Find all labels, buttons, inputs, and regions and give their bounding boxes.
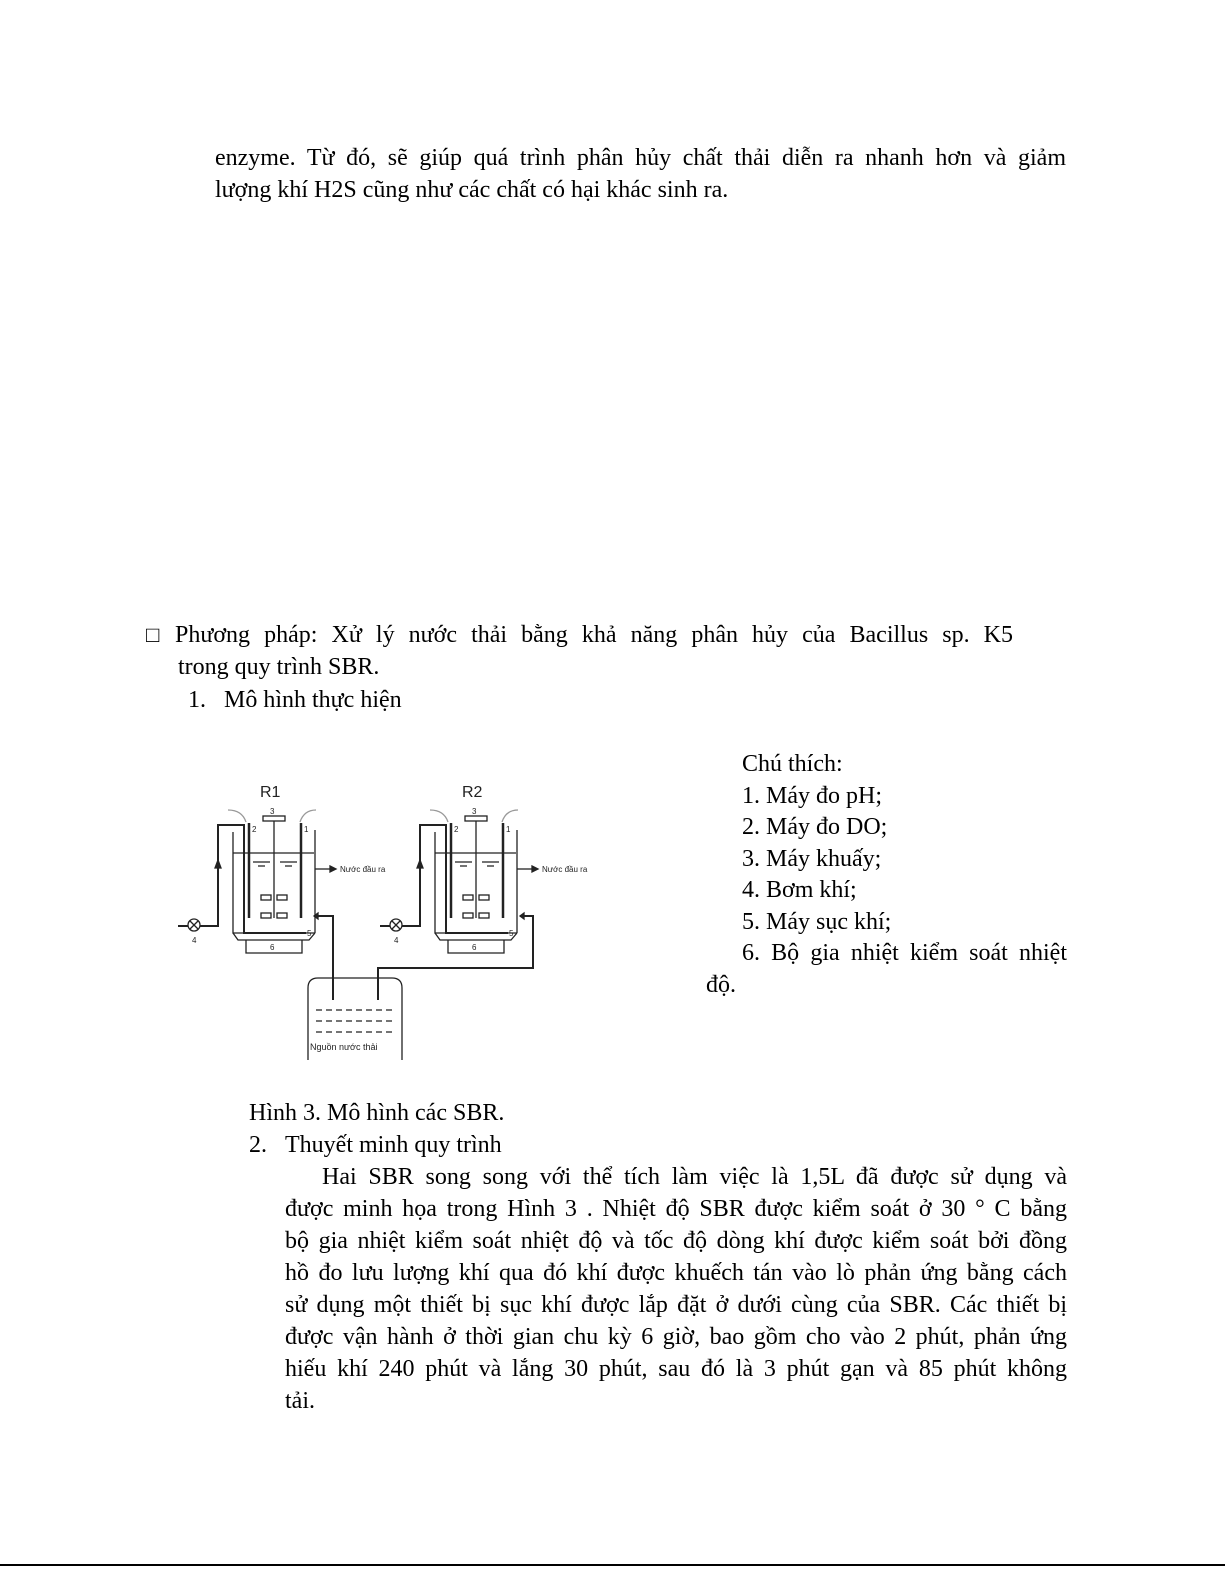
method-line: trong quy trình SBR.: [178, 654, 380, 680]
legend-item: 4. Bơm khí;: [742, 877, 857, 903]
svg-text:6: 6: [270, 943, 275, 952]
legend-item: 5. Máy sục khí;: [742, 909, 892, 935]
legend-item: 2. Máy đo DO;: [742, 814, 888, 840]
paragraph-line: bộ gia nhiệt kiểm soát nhiệt độ và tốc độ dòng khí được kiểm soát bởi đồng: [285, 1228, 1067, 1254]
svg-text:5: 5: [509, 929, 514, 938]
paragraph-line: tải.: [285, 1388, 315, 1414]
intro-line: lượng khí H2S cũng như các chất có hại khác sinh ra.: [215, 177, 729, 203]
reactor-label: R1: [260, 784, 281, 801]
section-title: Thuyết minh quy trình: [285, 1132, 502, 1158]
arrow-icon: [520, 913, 524, 919]
figure-caption: Hình 3. Mô hình các SBR.: [249, 1100, 505, 1126]
legend-tail: độ.: [706, 972, 736, 998]
svg-text:3: 3: [270, 807, 275, 816]
svg-text:6: 6: [472, 943, 477, 952]
paragraph-line: được vận hành ở thời gian chu kỳ 6 giờ, bao gồm cho vào 2 phút, phản ứng: [285, 1324, 1067, 1350]
section-number: 2.: [249, 1132, 267, 1158]
legend-title: Chú thích:: [742, 751, 843, 777]
section-title: Mô hình thực hiện: [224, 687, 402, 713]
intro-line: enzyme. Từ đó, sẽ giúp quá trình phân hủy chất thải diễn ra nhanh hơn và giảm: [215, 145, 1066, 171]
bullet-icon: □: [146, 622, 160, 647]
method-line: Phương pháp: Xử lý nước thải bằng khả năng phân hủy của Bacillus sp. K5: [175, 622, 1013, 648]
wastewater-level: [316, 1010, 394, 1032]
page-bottom-rule: [0, 1564, 1225, 1566]
source-label: Nguồn nước thải: [310, 1042, 378, 1052]
svg-text:5: 5: [307, 929, 312, 938]
reactor-label: R2: [462, 784, 483, 801]
svg-text:1: 1: [506, 825, 511, 834]
paragraph-line: Hai SBR song song với thể tích làm việc là 1,5L đã được sử dụng và: [322, 1164, 1067, 1190]
section-number: 1.: [188, 687, 206, 713]
legend-item: 3. Máy khuấy;: [742, 846, 882, 872]
paragraph-line: hiếu khí 240 phút và lắng 30 phút, sau đó là 3 phút gạn và 85 phút không: [285, 1356, 1067, 1382]
svg-text:3: 3: [472, 807, 477, 816]
stirrer-motor: [465, 816, 487, 821]
stirrer-motor: [263, 816, 285, 821]
svg-text:4: 4: [192, 936, 197, 945]
svg-text:Nước đầu ra: Nước đầu ra: [542, 865, 588, 874]
legend-item: 1. Máy đo pH;: [742, 783, 882, 809]
paragraph-line: sử dụng một thiết bị sục khí được lắp đặt ở dưới cùng của SBR. Các thiết bị: [285, 1292, 1067, 1318]
svg-text:2: 2: [454, 825, 459, 834]
svg-text:1: 1: [304, 825, 309, 834]
paragraph-line: hồ đo lưu lượng khí qua đó khí được khuếch tán vào lò phản ứng bằng cách: [285, 1260, 1067, 1286]
sbr-diagram: [170, 770, 610, 1060]
feed-pipe-r1: [314, 916, 333, 1000]
svg-text:4: 4: [394, 936, 399, 945]
paragraph-line: được minh họa trong Hình 3 . Nhiệt độ SBR được kiểm soát ở 30 ° C bằng: [285, 1196, 1067, 1222]
reactor-r2: [380, 784, 588, 953]
legend-item: 6. Bộ gia nhiệt kiểm soát nhiệt: [742, 940, 1067, 966]
reactor-r1: [178, 784, 386, 953]
svg-text:Nước đầu ra: Nước đầu ra: [340, 865, 386, 874]
svg-text:2: 2: [252, 825, 257, 834]
